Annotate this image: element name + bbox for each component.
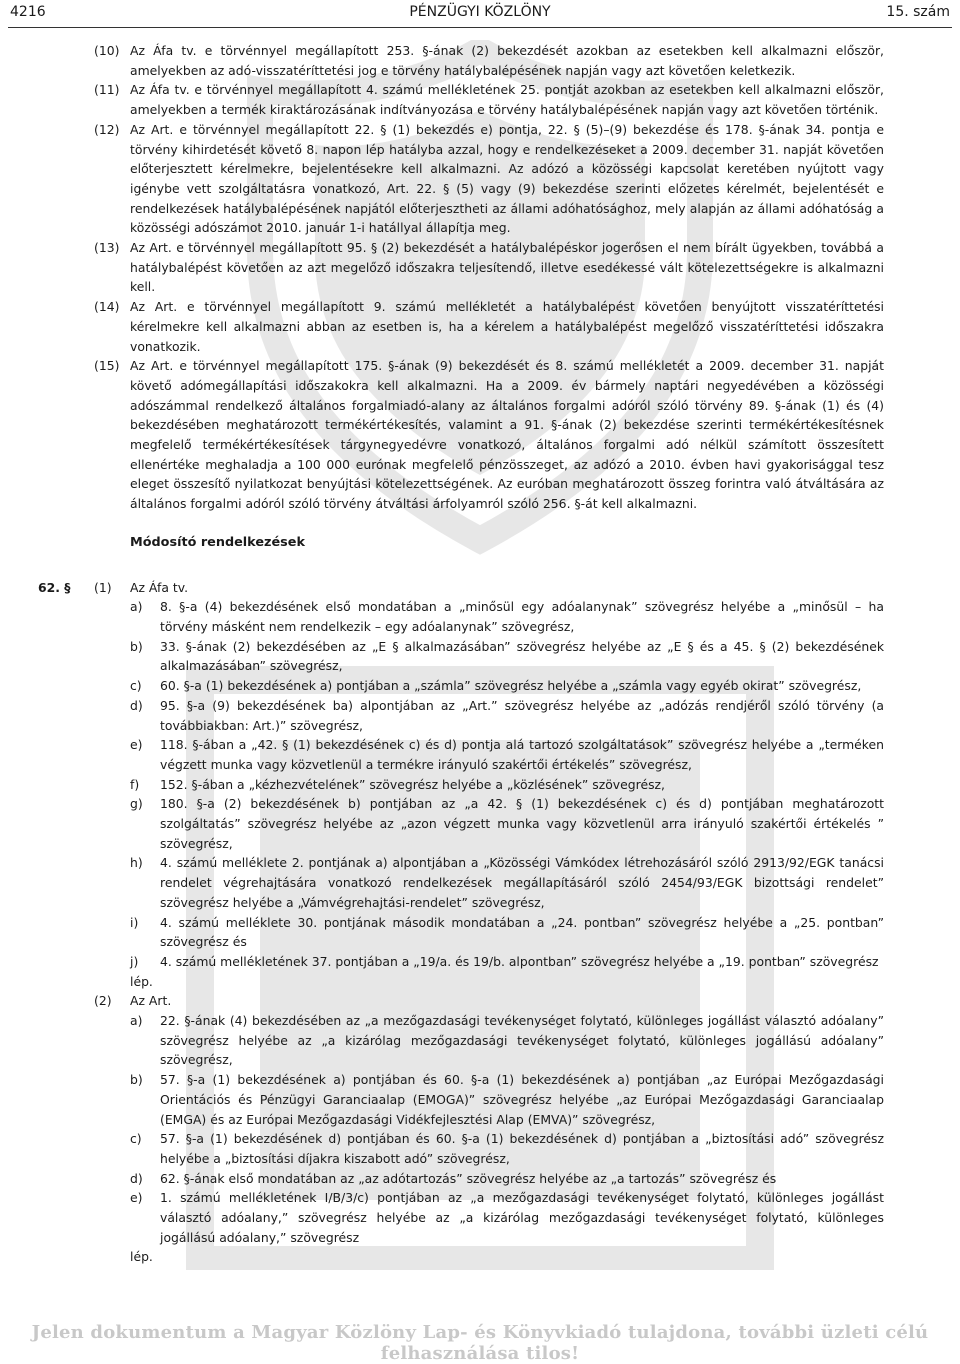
item-letter: e) — [130, 1190, 143, 1206]
item-text: 180. §-a (2) bekezdésének b) pontjában az „a 42. § (1) bekezdésének c) és d) pontjában meghatározott szolgáltatás” szövegrész helyébe az „azon végzett munka vagy közvetlenül arra irányuló szakértői értékelés ” szövegrész, — [160, 796, 884, 851]
subsection-1-items — [0, 597, 960, 971]
paragraph-12 — [0, 120, 960, 238]
subsection-number: (1) — [94, 579, 112, 595]
item-letter: g) — [130, 796, 143, 812]
item-letter: d) — [130, 697, 143, 713]
section-number: 62. § — [38, 579, 71, 595]
page-header — [0, 0, 960, 27]
list-item — [0, 696, 884, 735]
item-letter: f) — [130, 776, 140, 792]
list-item — [0, 1129, 884, 1168]
paragraph-number: (12) — [94, 121, 120, 137]
paragraph-13 — [0, 238, 960, 297]
list-item — [0, 775, 884, 795]
item-letter: i) — [130, 914, 139, 930]
item-letter: a) — [130, 1013, 143, 1029]
subsection-2-items — [0, 1011, 960, 1247]
item-text: 57. §-a (1) bekezdésének a) pontjában és 60. §-a (1) bekezdésének a) pontjában „az Európai Mezőgazdasági Orientációs és Pénzügyi Garanciaalap (EMOGA)” szövegrész helyébe „az Európai Mezőgazdasági Garanciaalap (EMGA) és az Európai Mezőgazdasági Vidékfejlesztési Alap (EMVA)” szövegrész, — [160, 1072, 884, 1127]
paragraph-number: (14) — [94, 299, 120, 315]
item-letter: b) — [130, 638, 143, 654]
paragraph-number: (13) — [94, 240, 120, 256]
item-text: 62. §-ának első mondatában az „az adótartozás” szövegrész helyébe az „a tartozás” szövegrész és — [160, 1170, 777, 1186]
item-text: 95. §-a (9) bekezdésének ba) alpontjában az „Art.” szövegrész helyébe az „adózás rendjéről szóló törvény (a továbbiakban: Art.)” szövegrész, — [160, 697, 884, 733]
issue-number: 15. szám — [886, 4, 950, 20]
item-text: 4. számú melléklete 30. pontjának második mondatában a „24. pontban” szövegrész helyébe a „25. pontban” szövegrész és — [160, 914, 884, 950]
list-item — [0, 735, 884, 774]
list-item — [0, 1188, 884, 1247]
list-item — [0, 913, 884, 952]
footer-notice: Jelen dokumentum a Magyar Közlöny Lap- és Könyvkiadó tulajdona, további üzleti célú felhasználása tilos! — [31, 1322, 929, 1364]
item-text: 152. §-ában a „kézhezvételének” szövegrész helyébe a „közlésének” szövegrész, — [160, 776, 665, 792]
item-letter: c) — [130, 678, 142, 694]
header-divider — [8, 27, 952, 28]
paragraph-text: Az Áfa tv. e törvénnyel megállapított 253. §-ának (2) bekezdését azokban az esetekben kell alkalmazni először, amelyekben az adó-visszatéríttetési jog e törvény hatálybalépésének napján vagy azt követően keletkezik. — [130, 43, 884, 78]
item-letter: a) — [130, 599, 143, 615]
paragraph-number: (15) — [94, 358, 120, 374]
item-letter: d) — [130, 1170, 143, 1186]
document-body — [0, 41, 960, 1267]
item-text: 57. §-a (1) bekezdésének d) pontjában és 60. §-a (1) bekezdésének d) pontjában a „biztosítási adó” szövegrész helyébe a „biztosítási díjakra kiszabott adó” szövegrész, — [160, 1131, 884, 1166]
paragraph-text: Az Art. e törvénnyel megállapított 9. számú mellékletét a hatálybalépést követően benyújtott visszatéríttetési kérelmekre kell alkalmazni abban az esetben is, ha a kérelem a hatálybalépést megelőző visszatéríttetési időszakra vonatkozik. — [130, 299, 884, 354]
item-text: 22. §-ának (4) bekezdésében az „a mezőgazdasági tevékenységet folytató, különleges jogállást választó adóalany” szövegrész helyébe az „a kizárólag mezőgazdasági tevékenységet folytató, különleges jogállású adóalany” szövegrész, — [160, 1013, 884, 1068]
journal-title: PÉNZÜGYI KÖZLÖNY — [409, 4, 551, 20]
subsection-number: (2) — [94, 993, 112, 1009]
item-text: 33. §-ának (2) bekezdésében az „E § alkalmazásában” szövegrész helyébe az „E § és a 45. § (2) bekezdésének alkalmazásában” szövegrész, — [160, 638, 884, 674]
paragraph-14 — [0, 297, 960, 356]
item-text: 8. §-a (4) bekezdésének első mondatában a „minősül egy adóalanynak” szövegrész helyébe a „minősül – ha törvény másként nem rendelkezik – egy adóalanynak” szövegrész, — [160, 599, 884, 634]
section-subheading: Módosító rendelkezések — [130, 534, 305, 550]
list-item — [0, 1070, 884, 1129]
subsection-1 — [0, 578, 960, 598]
list-item — [0, 1011, 884, 1070]
subsection-closing: lép. — [130, 1249, 153, 1265]
item-text: 1. számú mellékletének I/B/3/c) pontjában az „a mezőgazdasági tevékenységet folytató, különleges jogállást választó adóalany,” szövegrész helyébe az „a kizárólag mezőgazdasági tevékenységet folytató, különleges jogállású adóalany,” szövegrész — [160, 1190, 884, 1245]
list-item — [0, 676, 884, 696]
paragraph-text: Az Art. e törvénnyel megállapított 95. § (2) bekezdését a hatálybalépéskor jogerősen el nem bírált ügyekben, továbbá a hatálybalépést követően az azt megelőző időszakra teljesítendő, illetve esedékessé vált kötelezettségekre is alkalmazni kell. — [130, 240, 884, 295]
paragraph-text: Az Art. e törvénnyel megállapított 175. §-ának (9) bekezdését és 8. számú mellékletét a 2009. december 31. napját követő adómegállapítási időszakokra kell alkalmazni. Ha a 2009. év bármely naptári negyedévében a közösségi adószámmal rendelkező általános forgalmiadó-alany az általános forgalmi adóról szóló törvény 89. §-ának (1) és (4) bekezdésében meghatározott termékértékesítés, valamint a 91. §-ának (2) bekezdése szerinti termékértékesítésnek megfelelő termékértékesítések tárgynegyedévre vonatkozó, általános forgalmi adó nélkül számított összesített ellenértéke meghaladja a 100 000 eurónak megfelelő pénzösszeget, az adózó a 2010. évben havi gyakorisággal tesz eleget összesítő nyilatkozat benyújtási kötelezettségének. Az euróban meghatározott összeg forintra való átváltására az általános forgalmi adóról szóló törvény átváltási árfolyamról szóló 256. §-át kell alkalmazni. — [130, 358, 884, 512]
list-item — [0, 637, 884, 676]
item-text: 118. §-ában a „42. § (1) bekezdésének c) és d) pontja alá tartozó szolgáltatások” szövegrész helyébe a „terméken végzett munka vagy közvetlenül a termékre irányuló szakértői értékelés” szövegrész, — [160, 737, 884, 772]
section-62 — [0, 578, 960, 1268]
paragraph-10 — [0, 41, 960, 80]
paragraph-15 — [0, 356, 960, 514]
item-letter: b) — [130, 1072, 143, 1088]
subsection-2 — [0, 991, 960, 1011]
list-item — [0, 597, 884, 636]
subsection-intro: Az Art. — [130, 993, 172, 1009]
subsection-intro: Az Áfa tv. — [130, 579, 189, 595]
paragraph-text: Az Áfa tv. e törvénnyel megállapított 4. számú mellékletének 25. pontját azokban az esetekben kell alkalmazni először, amelyekben a termék kiraktározásának indítványozása e törvény hatálybalépésének napján vagy azt követően történik. — [130, 82, 884, 118]
item-letter: c) — [130, 1131, 142, 1147]
item-text: 4. számú mellékletének 37. pontjában a „19/a. és 19/b. alpontban” szövegrész helyébe a „19. pontban” szövegrész — [160, 953, 879, 969]
paragraph-text: Az Art. e törvénnyel megállapított 22. § (1) bekezdés e) pontja, 22. § (5)–(9) bekezdése és 178. §-ának 34. pontja e törvény kihirdetését követő 8. napon lép hatályba azzal, hogy e rendelkezéseket a 2009. december 31. napját követően előterjesztett kérelmekre, bejelentésekre kell alkalmazni. Az adózó a közösségi kapcsolat keretében nyújtott vagy igénybe vett szolgáltatásra vonatkozó, Art. 22. § (5) vagy (9) bekezdése szerinti előzetes kérelmét, bejelentését e rendelkezések hatálybalépésének napjától előterjesztheti az állami adóhatósághoz, mely alapján az állami adóhatóság a közösségi adószámot 2010. január 1-i hatállyal állapítja meg. — [130, 121, 884, 236]
paragraph-number: (10) — [94, 43, 120, 58]
item-letter: h) — [130, 855, 143, 871]
item-letter: j) — [130, 953, 139, 969]
paragraph-11 — [0, 80, 960, 119]
list-item — [0, 952, 884, 972]
list-item — [0, 1169, 884, 1189]
page-number: 4216 — [10, 4, 46, 20]
item-letter: e) — [130, 737, 143, 753]
list-item — [0, 853, 884, 912]
paragraph-number: (11) — [94, 82, 120, 98]
subsection-closing: lép. — [130, 973, 153, 989]
item-text: 4. számú melléklete 2. pontjának a) alpontjában a „Közösségi Vámkódex létrehozásáról szóló 2913/92/EGK tanácsi rendelet végrehajtására vonatkozó rendelkezések megállapításáról szóló 2454/93/EGK bizottsági rendelet” szövegrész helyébe a „Vámvégrehajtási-rendelet” szövegrész, — [160, 855, 884, 910]
list-item — [0, 794, 884, 853]
item-text: 60. §-a (1) bekezdésének a) pontjában a „számla” szövegrész helyébe a „számla vagy egyéb okirat” szövegrész, — [160, 678, 862, 694]
